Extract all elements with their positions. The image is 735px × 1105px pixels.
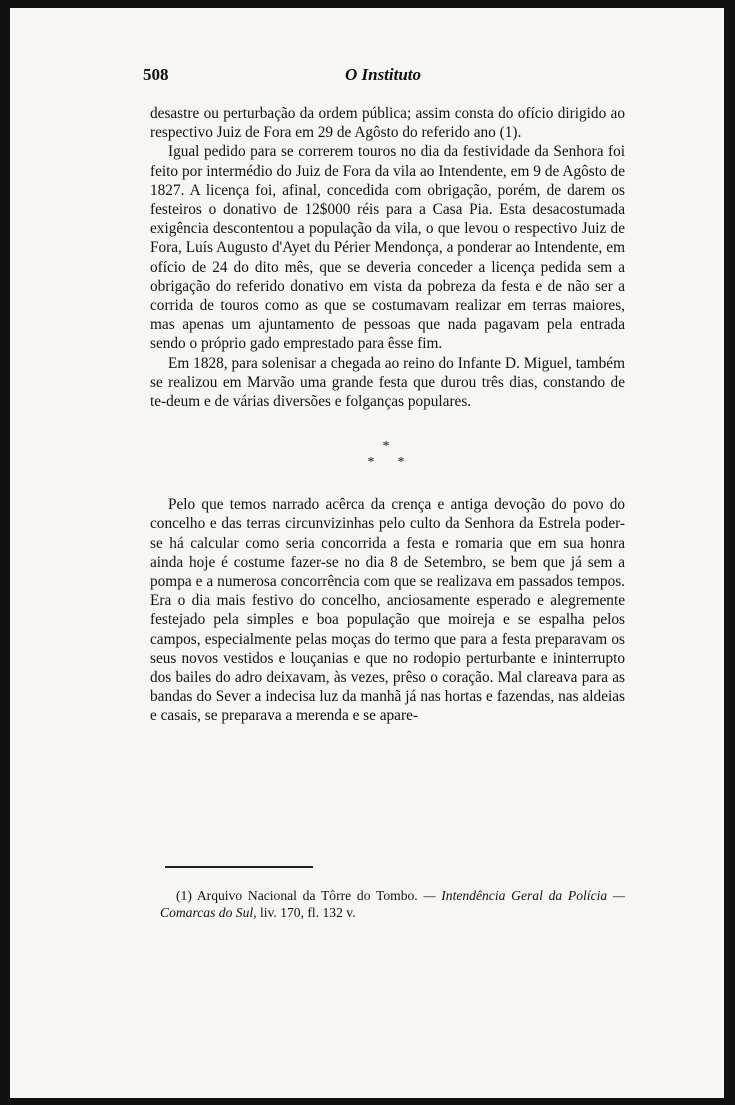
page-number: 508 — [143, 65, 169, 84]
paragraph: Em 1828, para solenisar a chegada ao reino do Infante D. Miguel, também se realizou em Marvão uma grande festa que durou três dias, constando de te-deum e de várias diversões e folganças populares. — [150, 354, 625, 411]
paragraph-continued: desastre ou perturbação da ordem pública; assim consta do ofício dirigido ao respectivo Juiz de Fora em 29 de Agôsto do referido ano (1). — [150, 105, 625, 142]
paragraph: Igual pedido para se correrem touros no dia da festividade da Senhora foi feito por intermédio do Juiz de Fora da vila ao Intendente, em 9 de Agôsto de 1827. A licença foi, afinal, concedida com obrigação, porém, de darem os festeiros o donativo de 12$000 réis para a Casa Pia. Esta desacostumada exigência descontentou a população da vila, o que levou o respectivo Juiz de Fora, Luís Augusto d'Ayet du Périer Mendonça, a ponderar ao Intendente, em ofício de 24 do dito mês, que se deveria conceder a licença pedida sem a obrigação do referido donativo em vista da pobreza da festa e de não ser a corrida de touros como as que se costumavam realizar em terras maiores, mas apenas um ajuntamento de pessoas que nada pagavam pela entrada sendo o próprio gado emprestado para êsse fim. — [150, 143, 625, 353]
book-page — [10, 8, 724, 1098]
footnote-series: — Intendência Geral da Polícia — Comarcas do Sul, — [160, 888, 625, 920]
footnote-reference: liv. 170, fl. 132 v. — [259, 905, 356, 920]
paragraph: Pelo que temos narrado acêrca da crença e antiga devoção do povo do concelho e das terras circunvizinhas pelo culto da Senhora da Estrela poder-se há calcular como seria concorrida a festa e romaria que em sua honra ainda hoje é costume fazer-se no dia 8 de Setembro, se bem que já sem a pompa e a numerosa concorrência com que se realizava em passados tempos. Era o dia mais festivo do concelho, anciosamente esperado e alegremente festejado pela simples e boa população que moireja e se espalha pelos campos, especialmente pelas moças do termo que para a festa preparavam os seus novos vestidos e louçanias e que no rodopio perturbante e ininterrupto dos bailes do adro deixavam, às vezes, prêso o coração. Mal clareava para as bandas do Sever a indecisa luz da manhã já nas hortas e fazendas, nas aldeias e casais, se preparava a merenda e se apare- — [150, 496, 625, 725]
page-header — [143, 65, 623, 89]
footnote-divider — [165, 866, 313, 868]
footnote-source: Arquivo Nacional da Tôrre do Tombo. — [196, 888, 418, 903]
body-text — [150, 104, 625, 726]
running-title: O Instituto — [344, 65, 422, 84]
asterisk-glyph: * — [367, 455, 375, 471]
section-ornament — [358, 437, 418, 475]
asterisk-glyph: * — [397, 455, 405, 471]
footnote — [160, 887, 625, 921]
asterisk-glyph: * — [382, 439, 390, 455]
footnote-marker: (1) — [176, 888, 192, 903]
